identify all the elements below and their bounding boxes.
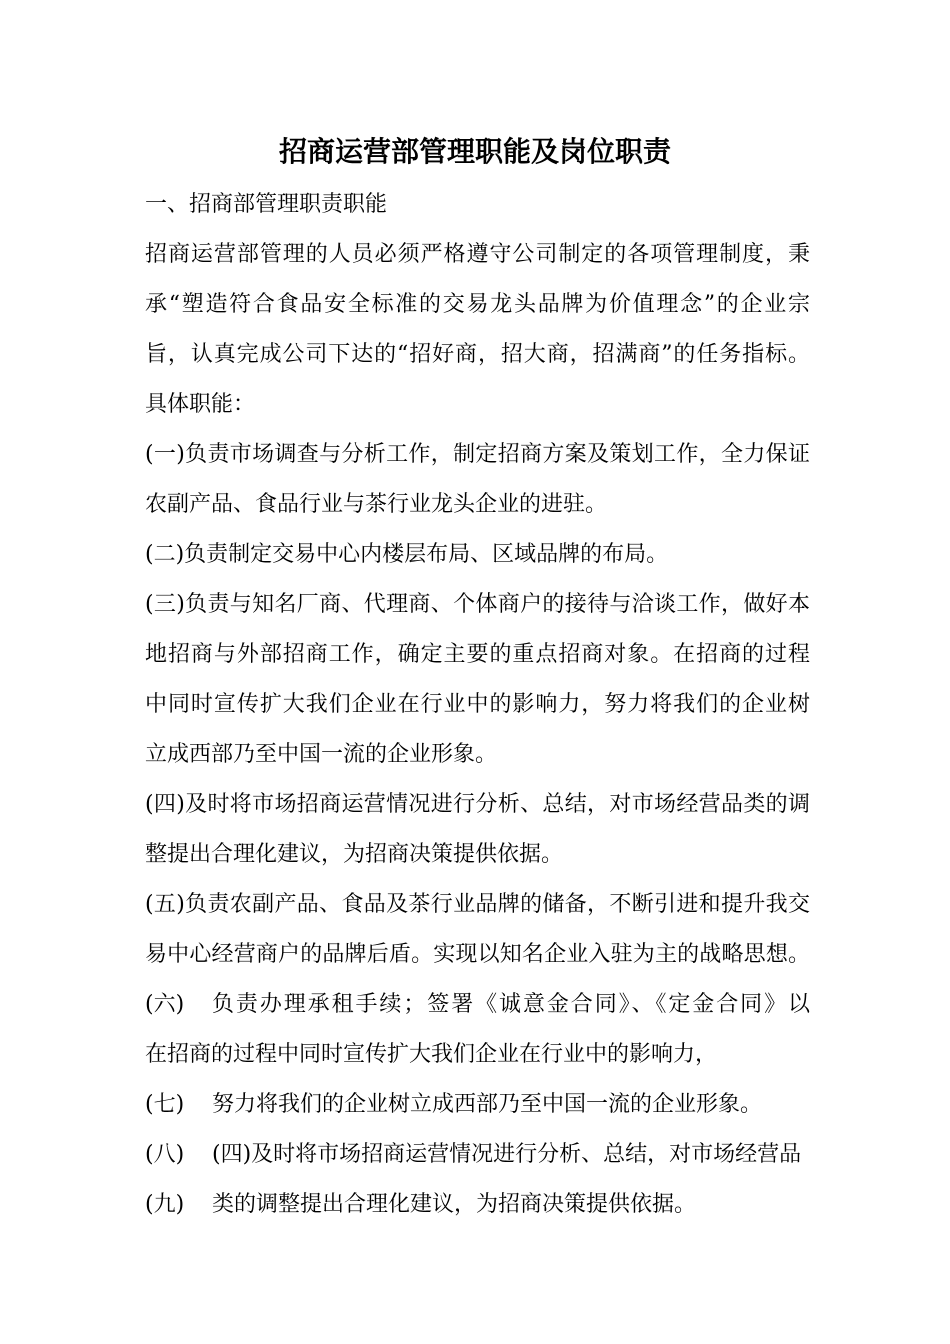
- text-line: 旨，认真完成公司下达的“招好商，招大商，招满商”的任务指标。: [145, 342, 810, 367]
- list-item-number: (七): [145, 1092, 185, 1117]
- text-line: 易中心经营商户的品牌后盾。实现以知名企业入驻为主的战略思想。: [145, 942, 810, 967]
- text-line: 立成西部乃至中国一流的企业形象。: [145, 742, 498, 767]
- text-line: 中同时宣传扩大我们企业在行业中的影响力，努力将我们的企业树: [145, 692, 810, 717]
- text-line: 农副产品、食品行业与茶行业龙头企业的进驻。: [145, 492, 608, 517]
- list-item-6-continuation: 在招商的过程中同时宣传扩大我们企业在行业中的影响力，: [145, 1042, 718, 1067]
- text-line: (五)负责农副产品、食品及茶行业品牌的储备，不断引进和提升我交: [145, 892, 810, 917]
- text-line: (四)及时将市场招商运营情况进行分析、总结，对市场经营品类的调: [145, 792, 810, 817]
- list-item-text: 类的调整提出合理化建议，为招商决策提供依据。: [212, 1192, 697, 1217]
- list-item: [145, 1130, 810, 1180]
- list-item-text: (四)及时将市场招商运营情况进行分析、总结，对市场经营品: [212, 1142, 802, 1167]
- paragraph-lines: [145, 180, 810, 980]
- list-item-number: (六): [145, 992, 185, 1017]
- list-item-number: (八): [145, 1142, 185, 1167]
- text-line: 具体职能：: [145, 392, 256, 417]
- list-item-text: 努力将我们的企业树立成西部乃至中国一流的企业形象。: [212, 1092, 763, 1117]
- list-item: [145, 1180, 810, 1230]
- text-line: 整提出合理化建议，为招商决策提供依据。: [145, 842, 564, 867]
- list-item-text: 负责办理承租手续；签署《诚意金合同》、《定金合同》以: [212, 992, 810, 1017]
- text-line: 承“塑造符合食品安全标准的交易龙头品牌为价值理念”的企业宗: [145, 292, 810, 317]
- text-line: 一、招商部管理职责职能: [145, 192, 388, 217]
- list-item: [145, 1080, 810, 1130]
- text-line: (三)负责与知名厂商、代理商、个体商户的接待与洽谈工作，做好本: [145, 592, 810, 617]
- text-line: 地招商与外部招商工作，确定主要的重点招商对象。在招商的过程: [145, 642, 810, 667]
- text-line: (二)负责制定交易中心内楼层布局、区域品牌的布局。: [145, 542, 669, 567]
- document-title: 招商运营部管理职能及岗位职责: [278, 135, 671, 168]
- text-line: (一)负责市场调查与分析工作，制定招商方案及策划工作，全力保证: [145, 442, 810, 467]
- list-item-number: (九): [145, 1192, 185, 1217]
- document-body: [145, 180, 810, 1230]
- list-item-6: [145, 980, 810, 1030]
- text-line: 招商运营部管理的人员必须严格遵守公司制定的各项管理制度，秉: [145, 242, 810, 267]
- numbered-items: [145, 1080, 810, 1230]
